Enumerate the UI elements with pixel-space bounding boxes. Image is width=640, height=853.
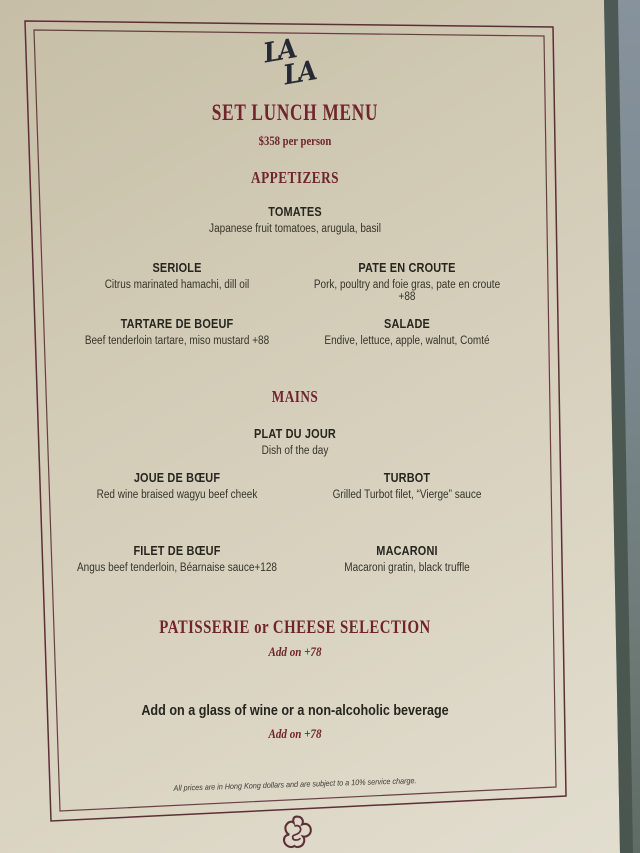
menu-price: $358 per person bbox=[258, 133, 332, 148]
dish-name: MACARONI bbox=[376, 543, 438, 558]
dish-desc: Beef tenderloin tartare, miso mustard +88 bbox=[84, 335, 270, 347]
dish-tartare-de-boeuf bbox=[62, 316, 292, 347]
dish-desc: Angus beef tenderloin, Béarnaise sauce+128 bbox=[77, 562, 277, 574]
mains-section-heading bbox=[30, 387, 560, 407]
dish-desc: Dish of the day bbox=[261, 445, 329, 457]
beverage-addon bbox=[30, 702, 560, 742]
dish-filet-de-boeuf bbox=[62, 543, 292, 574]
appetizers-row-1 bbox=[62, 260, 522, 303]
dish-desc: Pork, poultry and foie gras, pate en croute +88 bbox=[313, 279, 501, 303]
dish-name: SERIOLE bbox=[152, 260, 202, 275]
dish-turbot bbox=[292, 470, 522, 501]
dish-pate-en-croute bbox=[292, 260, 522, 303]
dish-name: JOUE DE BŒUF bbox=[133, 470, 221, 485]
brand-monogram-glyphs bbox=[260, 33, 330, 100]
dish-name: TURBOT bbox=[383, 470, 431, 485]
dish-name: TOMATES bbox=[268, 204, 322, 219]
dish-name: TARTARE DE BOEUF bbox=[120, 316, 234, 331]
dish-tomates bbox=[30, 204, 560, 235]
dish-salade bbox=[292, 316, 522, 347]
menu-title: SET LUNCH MENU bbox=[211, 100, 379, 125]
patisserie-note: Add on +78 bbox=[268, 644, 322, 659]
appetizers-row-2 bbox=[62, 316, 522, 347]
brand-monogram bbox=[30, 33, 560, 102]
beverage-note: Add on +78 bbox=[268, 726, 322, 741]
dish-name: SALADE bbox=[384, 316, 430, 331]
monogram-la-bottom: LA bbox=[281, 55, 317, 92]
dish-name: PATE EN CROUTE bbox=[358, 260, 456, 275]
patisserie-addon bbox=[30, 617, 560, 660]
mains-heading: MAINS bbox=[271, 387, 319, 406]
mains-row-1 bbox=[62, 470, 522, 501]
appetizers-section-heading bbox=[30, 168, 560, 188]
dish-desc: Citrus marinated hamachi, dill oil bbox=[104, 279, 250, 291]
dish-joue-de-boeuf bbox=[62, 470, 292, 501]
menu-title-block bbox=[30, 100, 560, 126]
dish-macaroni bbox=[292, 543, 522, 574]
footnote-block bbox=[30, 776, 560, 793]
appetizers-heading: APPETIZERS bbox=[251, 168, 339, 187]
dish-seriole bbox=[62, 260, 292, 303]
footnote: All prices are in Hong Kong dollars and are subject to a 10% service charge. bbox=[173, 776, 417, 793]
quatrefoil-emblem bbox=[277, 814, 317, 852]
dish-desc: Endive, lettuce, apple, walnut, Comté bbox=[324, 335, 490, 347]
dish-desc: Japanese fruit tomatoes, arugula, basil bbox=[209, 223, 381, 235]
dish-name: PLAT DU JOUR bbox=[254, 426, 336, 441]
dish-name: FILET DE BŒUF bbox=[133, 543, 221, 558]
dish-desc: Grilled Turbot filet, “Vierge” sauce bbox=[332, 489, 482, 501]
menu-price-block bbox=[30, 133, 560, 149]
dish-desc: Red wine braised wagyu beef cheek bbox=[96, 489, 258, 501]
dish-desc: Macaroni gratin, black truffle bbox=[344, 562, 470, 574]
patisserie-title: PATISSERIE or CHEESE SELECTION bbox=[159, 617, 431, 638]
dish-plat-du-jour bbox=[30, 426, 560, 457]
beverage-title: Add on a glass of wine or a non-alcoholic beverage bbox=[141, 702, 449, 719]
quatrefoil-icon bbox=[277, 814, 317, 852]
monogram-la-top: LA bbox=[261, 33, 297, 70]
mains-row-2 bbox=[62, 543, 522, 574]
